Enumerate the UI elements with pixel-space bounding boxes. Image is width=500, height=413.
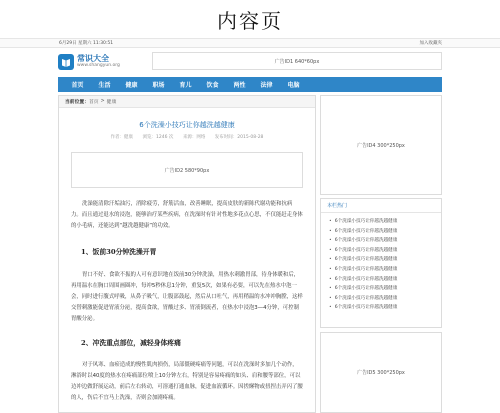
hot-article-link[interactable]: • 6个洗澡小技巧让你越洗越健康 — [329, 227, 441, 237]
nav-item-parenting[interactable]: 育儿 — [179, 82, 192, 89]
book-logo-icon — [58, 54, 74, 70]
meta-source: 来源：网络 — [182, 135, 206, 140]
current-date: 6月29日 星期六 11:30:51 — [59, 41, 114, 46]
top-bar — [0, 38, 500, 48]
sidebar-ad-bottom[interactable]: 广告ID5 300*250px — [320, 332, 442, 413]
page-heading: 内容页 — [217, 8, 283, 33]
breadcrumb-section[interactable]: 健康 — [106, 100, 117, 105]
breadcrumb-label: 当前位置： — [65, 100, 89, 105]
hot-article-link[interactable]: • 6个洗澡小技巧让你越洗越健康 — [329, 265, 441, 275]
hot-article-link[interactable]: • 6个洗澡小技巧让你越洗越健康 — [329, 284, 441, 294]
breadcrumb-home[interactable]: 首页 — [89, 100, 99, 105]
hot-articles-title: 本栏热门 — [321, 199, 441, 213]
meta-author: 作者：健康 — [110, 135, 134, 140]
article-meta — [59, 134, 315, 140]
site-logo[interactable] — [58, 54, 120, 70]
hot-article-link[interactable]: • 6个洗澡小技巧让你越洗越健康 — [329, 294, 441, 304]
hot-article-link[interactable]: • 6个洗澡小技巧让你越洗越健康 — [329, 246, 441, 256]
header-ad[interactable]: 广告ID1 640*60px — [152, 52, 442, 70]
hot-articles-list — [321, 213, 441, 313]
sidebar-ad-top[interactable]: 广告ID4 300*250px — [320, 95, 442, 195]
hot-articles-panel — [320, 198, 442, 328]
article-ad[interactable]: 广告ID2 580*90px — [71, 152, 303, 188]
add-favorite-link[interactable]: 加入收藏夹 — [419, 41, 442, 46]
breadcrumb — [59, 96, 315, 108]
meta-views: 浏览：1246 次 — [142, 135, 174, 140]
hot-article-link[interactable]: • 6个洗澡小技巧让你越洗越健康 — [329, 236, 441, 246]
logo-url: www.shangyun.org — [77, 63, 120, 69]
breadcrumb-sep-icon: > — [100, 99, 105, 104]
article-title: 6个洗澡小技巧让你越洗越健康 — [139, 121, 235, 129]
article-panel — [58, 95, 316, 413]
section-heading: 2、冲洗重点部位，减轻身体疼痛 — [81, 339, 181, 347]
hot-article-link[interactable]: • 6个洗澡小技巧让你越洗越健康 — [329, 255, 441, 265]
meta-date: 发布时间：2015-08-28 — [214, 135, 264, 140]
article-paragraph: 胃口不好、食欲不振的人可有意识地在饭前30分钟洗澡，用热水刺激胃部，待身体暖和后，再用温水在胸口周围画圈冲，每冲5秒休息1分钟，重复5次，如果有必要，可以先在热水中泡一会，同时进行腹式呼吸，从鼻子吸气，让腹部鼓起，然后从口吐气，再用稍温的水冲冲胸膛，这样交替刺激能促进胃液分泌，提高食欲，胃酸过多、胃液倒流者，在热水中浸泡3—4分钟，可控制胃酸分泌。 — [71, 272, 303, 322]
nav-item-diet[interactable]: 饮食 — [206, 82, 219, 89]
section-heading: 1、饭前30分钟洗澡开胃 — [81, 248, 157, 256]
nav-item-computer[interactable]: 电脑 — [287, 82, 300, 89]
logo-title: 常识大全 — [77, 54, 109, 64]
hot-article-link[interactable]: • 6个洗澡小技巧让你越洗越健康 — [329, 275, 441, 285]
hot-article-link[interactable]: • 6个洗澡小技巧让你越洗越健康 — [329, 303, 441, 313]
nav-item-law[interactable]: 法律 — [260, 82, 273, 89]
nav-item-home[interactable]: 首页 — [71, 82, 84, 89]
nav-item-health[interactable]: 健康 — [125, 82, 138, 89]
nav-item-life[interactable]: 生活 — [98, 82, 111, 89]
nav-item-relationships[interactable]: 两性 — [233, 82, 246, 89]
hot-article-link[interactable]: • 6个洗澡小技巧让你越洗越健康 — [329, 217, 441, 227]
article-paragraph: 洗澡能清除汗垢油污，消除疲劳，舒筋活血，改善睡眠，提高皮肤的新陈代谢功能和抗病力。而且通过退水的浸泡，能够治疗某些疾病，在洗澡时有针对性地多花点心思，不仅能赶走身体的小毛病，还能达到“越洗越健康”的功效。 — [71, 201, 303, 229]
main-nav — [58, 77, 442, 92]
nav-item-career[interactable]: 职场 — [152, 82, 165, 89]
article-paragraph: 对于风寒、血瘀造成的慢性肌肉损伤，局部僵硬疼痛等问题，可以在洗澡时多加几个动作，淋浴时以40度的热水在疼痛部位喷上10分钟左右，特别是容易疼痛的如头、肩和腰等部位，可以边冲边做舒展运动，前后左右转动，可溶通打通血脉，促进血液循环。因搓窿物或扭捏击弄闪了腰的人，伤后不宜马上洗澡，否则会加剧疼痛。 — [71, 362, 303, 401]
